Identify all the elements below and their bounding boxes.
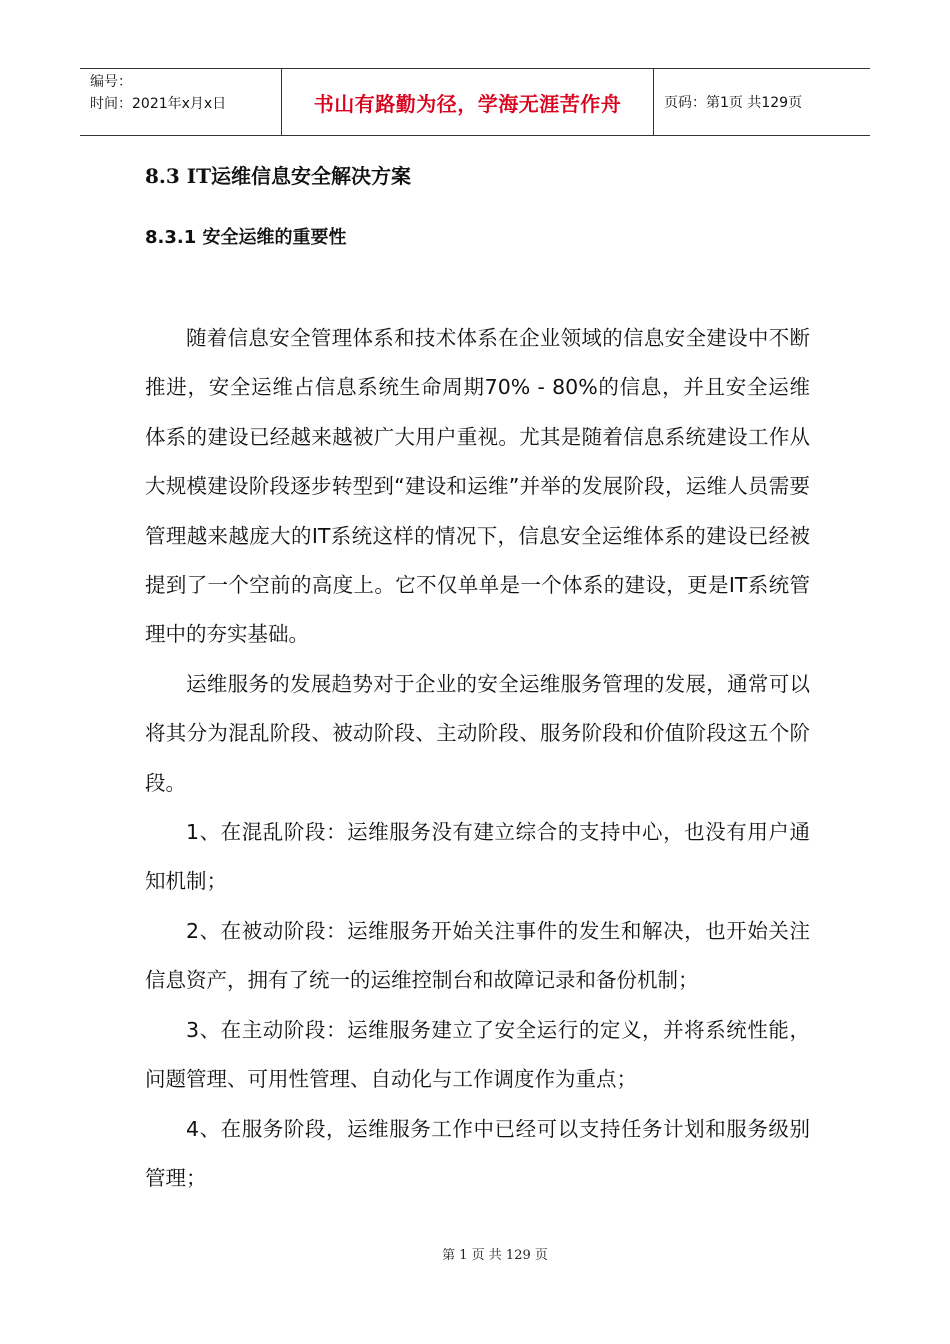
list-item: 4、在服务阶段，运维服务工作中已经可以支持任务计划和服务级别管理； bbox=[145, 1116, 810, 1190]
page-header bbox=[80, 68, 870, 136]
list-item: 2、在被动阶段：运维服务开始关注事件的发生和解决，也开始关注信息资产，拥有了统一的运维控制台和故障记录和备份机制； bbox=[145, 918, 810, 993]
subsection-title: 8.3.1 安全运维的重要性 bbox=[145, 227, 347, 248]
paragraph: 运维服务的发展趋势对于企业的安全运维服务管理的发展，通常可以将其分为混乱阶段、被动阶段、主动阶段、服务阶段和价值阶段这五个阶段。 bbox=[145, 671, 810, 795]
list-item: 3、在主动阶段：运维服务建立了安全运行的定义，并将系统性能，问题管理、可用性管理、自动化与工作调度作为重点； bbox=[145, 1017, 810, 1092]
document-body bbox=[145, 150, 810, 1203]
paragraphs bbox=[145, 314, 810, 1203]
section-title: 8.3 IT运维信息安全解决方案 bbox=[145, 164, 411, 188]
header-meta bbox=[80, 69, 282, 135]
paragraph: 随着信息安全管理体系和技术体系在企业领域的信息安全建设中不断推进，安全运维占信息系统生命周期70% - 80%的信息，并且安全运维体系的建设已经越来越被广大用户重视。尤其是随着信息系统建设工作从大规模建设阶段逐步转型到“建设和运维”并举的发展阶段，运维人员需要管理越来越庞大的IT系统这样的情况下，信息安全运维体系的建设已经被提到了一个空前的高度上。它不仅单单是一个体系的建设，更是IT系统管理中的夯实基础。 bbox=[145, 326, 810, 647]
time-label: 时间：2021年x月x日 bbox=[90, 96, 227, 112]
header-motto: 书山有路勤为径，学海无涯苦作舟 bbox=[282, 69, 654, 135]
list-item: 1、在混乱阶段：运维服务没有建立综合的支持中心，也没有用户通知机制； bbox=[145, 820, 810, 894]
page-footer: 第 1 页 共 129 页 bbox=[442, 1248, 548, 1263]
number-label: 编号： bbox=[90, 74, 132, 90]
header-page-info: 页码：第1页 共129页 bbox=[664, 95, 803, 111]
